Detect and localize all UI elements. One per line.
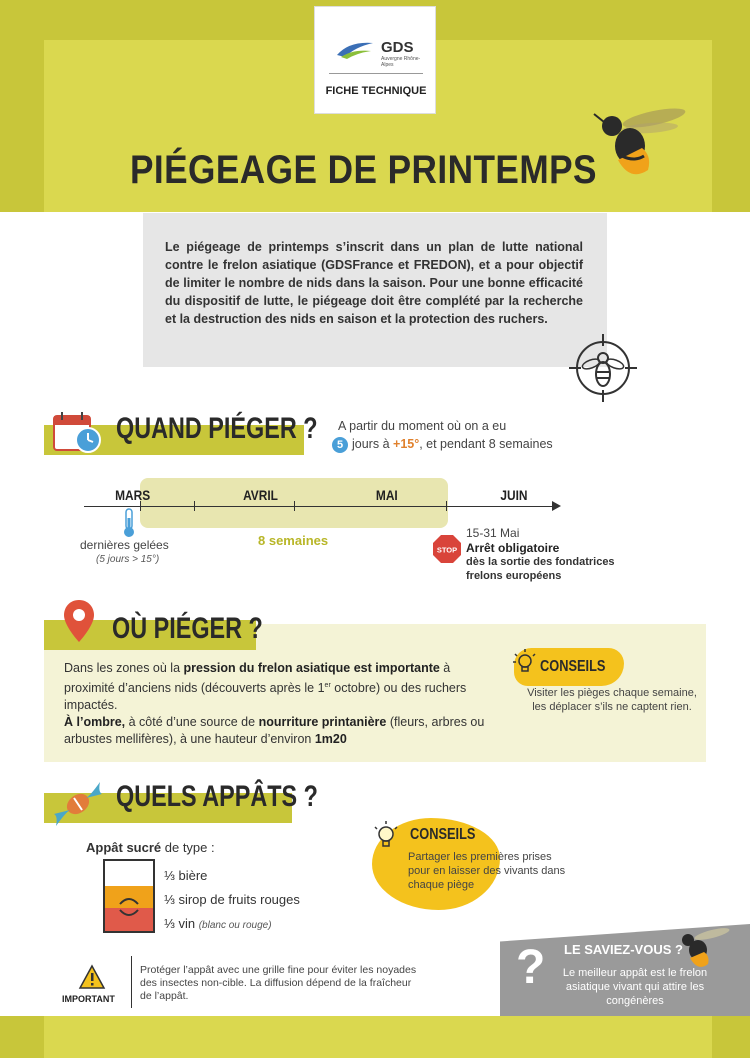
timing-note-line1: A partir du moment où on a eu [338, 419, 507, 433]
hornet-target-icon [568, 328, 638, 404]
logo-divider [329, 73, 423, 74]
timeline-tick [446, 501, 447, 511]
section-title-ou: OÙ PIÉGER ? [112, 612, 263, 645]
bait-item [164, 888, 300, 912]
logo-card [314, 6, 436, 114]
intro-paragraph: Le piégeage de printemps s’inscrit dans un plan de lutte national contre le frelon asiatique (GDSFrance et FREDON), et a pour objectif de limiter le nombre de nids dans la saison. Pour une bonne efficacité du dispositif de lutte, le piégeage doit être complété par la recherche et la destruction des nids en saison et la protection des ruchers. [165, 240, 583, 326]
ou-text-bold: pression du frelon asiatique est importante [183, 661, 440, 675]
conseil-text: Partager les premières prises pour en laisser des vivants dans chaque piège [408, 851, 566, 891]
timeline-arrowhead [552, 501, 561, 511]
bait-fraction: ⅓ [164, 892, 175, 907]
timing-note-line2 [332, 437, 553, 453]
warning-icon [78, 964, 106, 990]
days-count-badge: 5 [332, 437, 348, 453]
bait-fraction: ⅓ [164, 868, 175, 883]
bait-type-bold: Appât sucré [86, 840, 162, 855]
important-divider [131, 956, 132, 1008]
duration-label: 8 semaines [258, 533, 329, 548]
bait-label: bière [178, 868, 208, 883]
bait-type-rest: de type : [161, 840, 215, 855]
timeline-tick [294, 501, 295, 511]
document-label: FICHE TECHNIQUE [325, 85, 427, 97]
bait-fraction: ⅓ [164, 916, 175, 931]
ou-text-sup: er [324, 682, 331, 689]
month-label-mars: MARS [115, 487, 151, 503]
section-title-appats: QUELS APPÂTS ? [116, 780, 318, 813]
month-label-avril: AVRIL [243, 487, 278, 503]
ou-text-bold: nourriture printanière [258, 715, 387, 730]
ou-text-segment: à proximité d’anciens nids (découverts après le 1 [64, 661, 451, 696]
conseil-title: CONSEILS [410, 826, 476, 843]
bait-item [164, 912, 300, 938]
bait-label: sirop de fruits rouges [178, 892, 300, 907]
footer-inner-panel [44, 1016, 712, 1058]
bait-note: (blanc ou rouge) [198, 920, 272, 931]
stop-sign-text: STOP [436, 545, 458, 555]
timing-note-suffix: , et pendant 8 semaines [419, 437, 553, 451]
thermometer-icon [122, 508, 136, 538]
important-text: Protéger l’appât avec une grille fine pour éviter les noyades des insectes non-cible. La diffusion dépend de la fraîcheur de l’appât. [140, 964, 417, 1002]
question-mark-icon: ? [516, 941, 546, 994]
ou-text-segment: (fleurs, arbres ou arbustes mellifères), à une hauteur d’environ [64, 715, 485, 747]
logo-text: GDS [381, 39, 414, 56]
ou-text-segment: octobre) ou des ruchers impactés. [64, 681, 467, 713]
stop-title: Arrêt obligatoire [466, 541, 560, 555]
conseil-text: Visiter les pièges chaque semaine, les déplacer s’ils ne captent rien. [527, 687, 697, 713]
bait-type [86, 840, 215, 855]
stop-sign-icon [432, 534, 462, 564]
candy-icon [50, 776, 106, 832]
ou-text-bold: À l’ombre, [64, 715, 126, 730]
calendar-clock-icon [52, 408, 104, 456]
ou-paragraph [64, 660, 494, 748]
lightbulb-icon [372, 820, 400, 850]
important-label: IMPORTANT [62, 994, 115, 1004]
frost-sublabel: (5 jours > 15°) [96, 554, 160, 565]
bait-label: vin [178, 916, 196, 931]
logo-subtitle: Auvergne Rhône-Alpes [381, 56, 421, 68]
stop-detail-line1: dès la sortie des fondatrices [466, 556, 615, 568]
hornet-icon [676, 924, 732, 972]
timing-note-prefix: jours à [352, 437, 390, 451]
timeline-tick [194, 501, 195, 511]
location-pin-icon [62, 598, 96, 644]
page-title: PIÉGEAGE DE PRINTEMPS [130, 148, 597, 192]
temperature-value: +15° [393, 437, 420, 451]
stop-detail-line2: frelons européens [466, 570, 562, 582]
stop-date: 15-31 Mai [466, 526, 520, 540]
gds-logo-icon [335, 37, 377, 61]
month-label-juin: JUIN [500, 487, 528, 503]
bait-list [164, 864, 300, 938]
ou-text-segment: à côté d’une source de [125, 715, 259, 730]
ou-text-segment: Dans les zones où la [64, 661, 184, 675]
month-label-mai: MAI [375, 487, 398, 503]
conseil-title: CONSEILS [540, 658, 606, 675]
ou-text-bold: 1m20 [314, 732, 347, 747]
frost-label: dernières gelées [80, 538, 169, 552]
bait-cup-icon [102, 858, 156, 934]
lightbulb-icon [512, 648, 538, 676]
section-title-quand: QUAND PIÉGER ? [116, 412, 318, 445]
timeline-axis [84, 506, 554, 507]
did-you-know-title: LE SAVIEZ-VOUS ? [564, 942, 683, 957]
bait-item [164, 864, 300, 888]
did-you-know-text: Le meilleur appât est le frelon asiatique vivant qui attire les congénères [562, 967, 708, 1007]
hornet-icon [592, 100, 692, 182]
